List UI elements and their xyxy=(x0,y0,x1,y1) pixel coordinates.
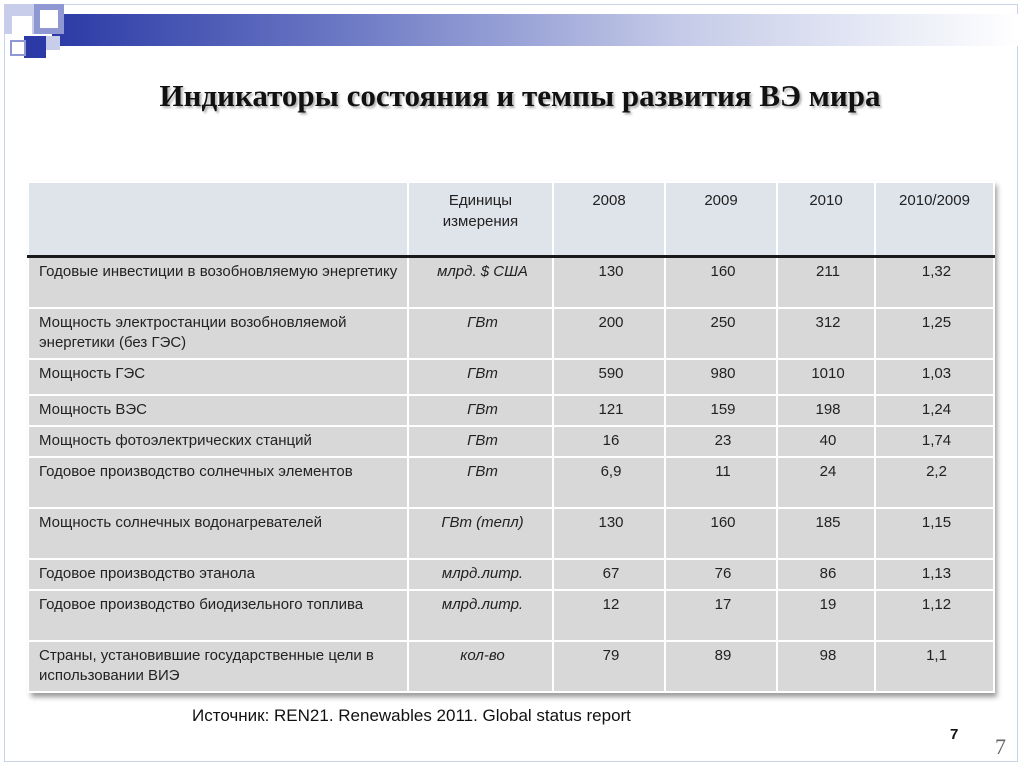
header-2010: 2010 xyxy=(777,182,875,257)
value-ratio: 1,25 xyxy=(875,308,994,359)
indicator-name: Мощность солнечных водонагревателей xyxy=(28,508,408,559)
header-units: Единицы измерения xyxy=(408,182,553,257)
value-2009: 17 xyxy=(665,590,777,641)
indicator-name: Годовое производство биодизельного топлива xyxy=(28,590,408,641)
indicator-name: Страны, установившие государственные цели в использовании ВИЭ xyxy=(28,641,408,692)
header-2009: 2009 xyxy=(665,182,777,257)
slide-title: Индикаторы состояния и темпы развития ВЭ мира xyxy=(159,78,881,113)
table-row xyxy=(28,257,994,308)
source-note: Источник: REN21. Renewables 2011. Global status report xyxy=(192,706,631,725)
indicator-unit: ГВт xyxy=(408,395,553,426)
slide-number-outer: 7 xyxy=(995,734,1006,759)
value-2010: 86 xyxy=(777,559,875,590)
indicator-name: Мощность ВЭС xyxy=(28,395,408,426)
value-2010: 40 xyxy=(777,426,875,457)
value-2008: 121 xyxy=(553,395,665,426)
value-2009: 23 xyxy=(665,426,777,457)
table-header-row xyxy=(28,182,994,257)
indicator-unit: ГВт (тепл) xyxy=(408,508,553,559)
value-2010: 24 xyxy=(777,457,875,508)
value-2008: 130 xyxy=(553,257,665,308)
header-gradient-bar xyxy=(52,14,1020,46)
indicators-table xyxy=(27,181,995,693)
value-ratio: 1,12 xyxy=(875,590,994,641)
table-row xyxy=(28,395,994,426)
value-2010: 19 xyxy=(777,590,875,641)
value-2009: 250 xyxy=(665,308,777,359)
table-row xyxy=(28,508,994,559)
value-2009: 980 xyxy=(665,359,777,395)
decorative-square xyxy=(12,16,32,36)
value-ratio: 1,74 xyxy=(875,426,994,457)
value-2008: 130 xyxy=(553,508,665,559)
value-ratio: 1,03 xyxy=(875,359,994,395)
indicator-unit: млрд.литр. xyxy=(408,559,553,590)
indicator-name: Годовые инвестиции в возобновляемую энергетику xyxy=(28,257,408,308)
value-2010: 185 xyxy=(777,508,875,559)
table-row xyxy=(28,641,994,692)
value-2010: 198 xyxy=(777,395,875,426)
indicator-name: Мощность электростанции возобновляемой энергетики (без ГЭС) xyxy=(28,308,408,359)
indicator-name: Годовое производство этанола xyxy=(28,559,408,590)
indicator-unit: млрд. $ США xyxy=(408,257,553,308)
value-2008: 16 xyxy=(553,426,665,457)
table-row xyxy=(28,590,994,641)
value-ratio: 1,1 xyxy=(875,641,994,692)
value-2009: 89 xyxy=(665,641,777,692)
value-2009: 76 xyxy=(665,559,777,590)
table-row xyxy=(28,308,994,359)
header-2008: 2008 xyxy=(553,182,665,257)
indicator-name: Мощность фотоэлектрических станций xyxy=(28,426,408,457)
header-indicator xyxy=(28,182,408,257)
indicator-unit: млрд.литр. xyxy=(408,590,553,641)
value-2008: 6,9 xyxy=(553,457,665,508)
indicators-table-container xyxy=(27,181,993,693)
value-2009: 160 xyxy=(665,508,777,559)
value-ratio: 2,2 xyxy=(875,457,994,508)
indicator-name: Мощность ГЭС xyxy=(28,359,408,395)
value-ratio: 1,13 xyxy=(875,559,994,590)
indicator-unit: кол-во xyxy=(408,641,553,692)
decorative-square xyxy=(10,40,26,56)
value-2008: 79 xyxy=(553,641,665,692)
table-row xyxy=(28,359,994,395)
value-ratio: 1,24 xyxy=(875,395,994,426)
value-ratio: 1,32 xyxy=(875,257,994,308)
value-2010: 211 xyxy=(777,257,875,308)
indicator-unit: ГВт xyxy=(408,426,553,457)
value-2010: 312 xyxy=(777,308,875,359)
decorative-square xyxy=(40,10,58,28)
value-2008: 12 xyxy=(553,590,665,641)
decorative-square xyxy=(46,36,60,50)
value-2008: 590 xyxy=(553,359,665,395)
value-2010: 98 xyxy=(777,641,875,692)
value-2010: 1010 xyxy=(777,359,875,395)
value-ratio: 1,15 xyxy=(875,508,994,559)
value-2008: 67 xyxy=(553,559,665,590)
value-2009: 159 xyxy=(665,395,777,426)
table-row xyxy=(28,559,994,590)
indicator-unit: ГВт xyxy=(408,359,553,395)
decorative-square xyxy=(24,36,46,58)
table-row xyxy=(28,457,994,508)
value-2009: 11 xyxy=(665,457,777,508)
slide-number-inner: 7 xyxy=(950,726,959,743)
value-2009: 160 xyxy=(665,257,777,308)
indicator-name: Годовое производство солнечных элементов xyxy=(28,457,408,508)
indicator-unit: ГВт xyxy=(408,308,553,359)
value-2008: 200 xyxy=(553,308,665,359)
header-ratio: 2010/2009 xyxy=(875,182,994,257)
indicator-unit: ГВт xyxy=(408,457,553,508)
table-row xyxy=(28,426,994,457)
